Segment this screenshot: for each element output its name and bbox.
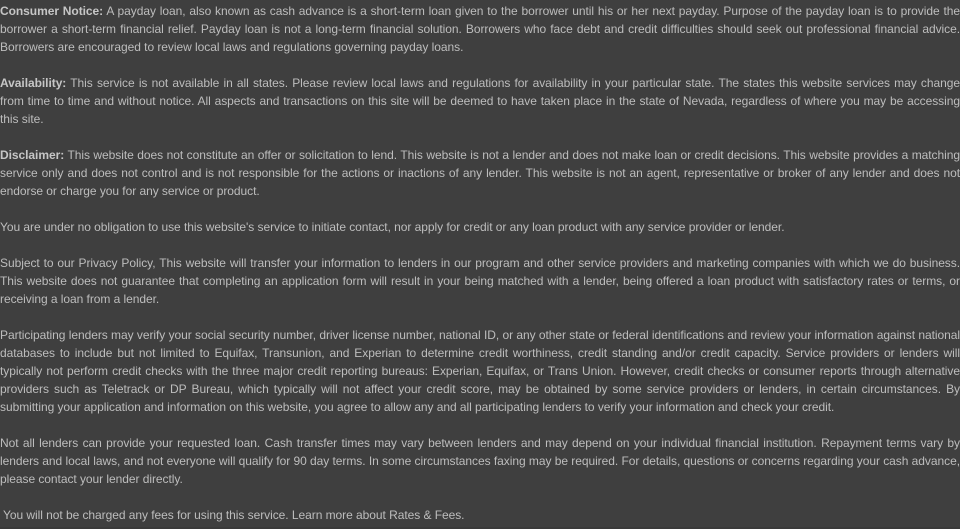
disclaimer-text: This website does not constitute an offer or solicitation to lend. This website is not a lender and does not make loan or credit decisions. This website provides a matching service only and does not control and is not responsible for the actions or inactions of any lender. This website is not an agent, representative or broker of any lender and does not endorse or charge you for any service or product. [0, 148, 960, 198]
availability-text: This service is not available in all states. Please review local laws and regulations for availability in your particular state. The states this website services may change from time to time and without notice. All aspects and transactions on this site will be deemed to have taken place in the state of Nevada, regardless of where you may be accessing this site. [0, 76, 960, 126]
availability-label: Availability: [0, 76, 67, 90]
disclaimer-paragraph [0, 146, 960, 200]
privacy-paragraph: Subject to our Privacy Policy, This website will transfer your information to lenders in our program and other service providers and marketing companies with which we do business. This website does not guarantee that completing an application form will result in your being matched with a lender, being offered a loan product with satisfactory rates or terms, or receiving a loan from a lender. [0, 256, 960, 306]
not-all-lenders-paragraph: Not all lenders can provide your requested loan. Cash transfer times may vary between lenders and may depend on your individual financial institution. Repayment terms vary by lenders and local laws, and not everyone will qualify for 90 day terms. In some circumstances faxing may be required. For details, questions or concerns regarding your cash advance, please contact your lender directly. [0, 436, 960, 486]
consumer-notice-text: A payday loan, also known as cash advance is a short-term loan given to the borrower until his or her next payday. Purpose of the payday loan is to provide the borrower a short-term financial relief. Payday loan is not a long-term financial solution. Borrowers who face debt and credit difficulties should seek out professional financial advice. Borrowers are encouraged to review local laws and regulations governing payday loans. [0, 4, 960, 54]
consumer-notice-label: Consumer Notice: [0, 4, 104, 18]
verification-paragraph: Participating lenders may verify your social security number, driver license number, national ID, or any other state or federal identifications and review your information against national databases to include but not limited to Equifax, Transunion, and Experian to determine credit worthiness, credit standing and/or credit capacity. Service providers or lenders will typically not perform credit checks with the three major credit reporting bureaus: Experian, Equifax, or Trans Union. However, credit checks or consumer reports through alternative providers such as Teletrack or DP Bureau, which typically will not affect your credit score, may be obtained by some service providers or lenders, in certain circumstances. By submitting your application and information on this website, you agree to allow any and all participating lenders to verify your information and check your credit. [0, 328, 960, 414]
fees-paragraph: You will not be charged any fees for using this service. Learn more about Rates & Fees. [3, 508, 465, 522]
no-obligation-paragraph: You are under no obligation to use this website's service to initiate contact, nor apply for credit or any loan product with any service provider or lender. [0, 220, 785, 234]
availability-paragraph [0, 74, 960, 128]
consumer-notice-paragraph [0, 2, 960, 56]
disclaimer-label: Disclaimer: [0, 148, 65, 162]
